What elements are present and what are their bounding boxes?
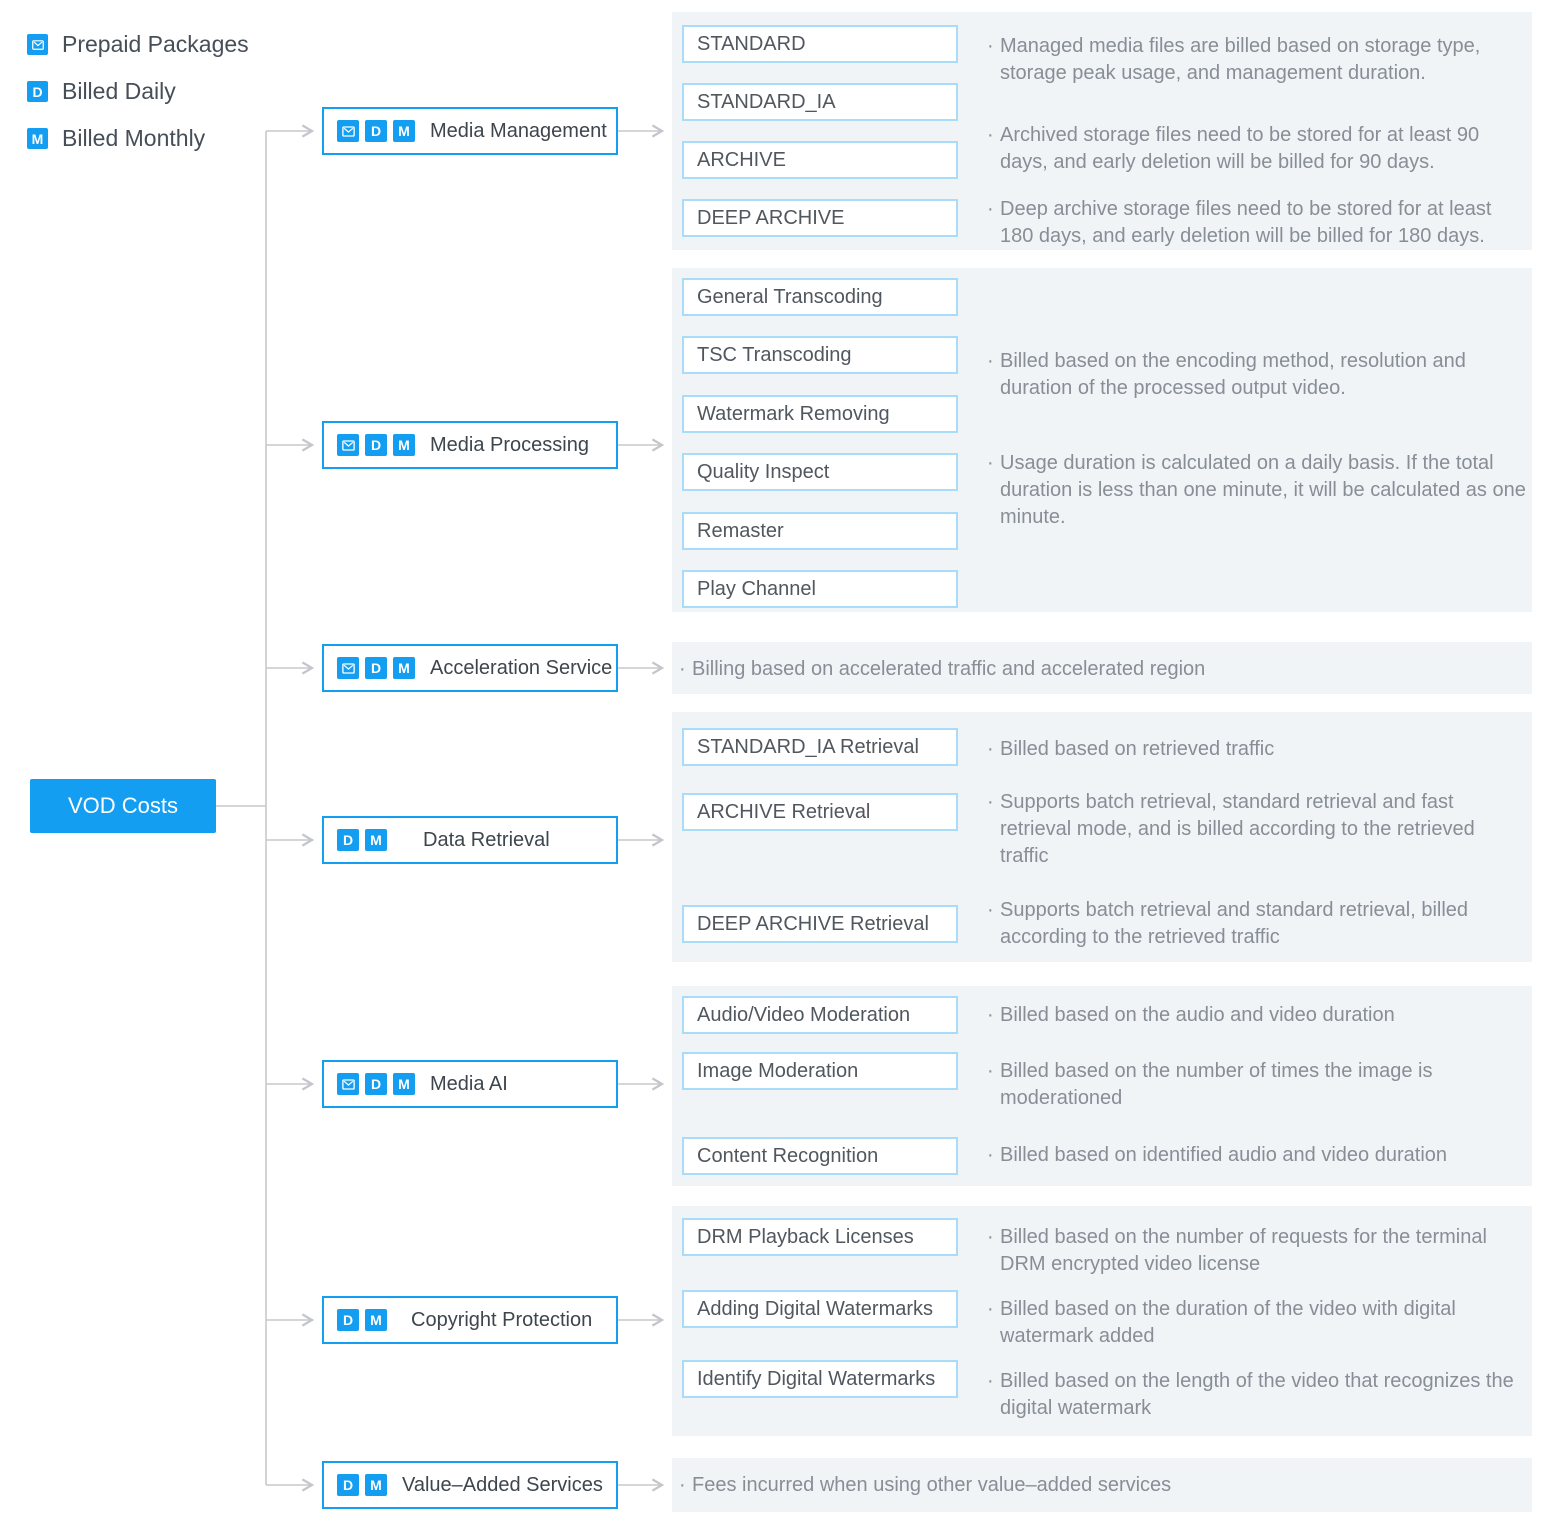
note: · Billed based on the length of the video that recognizes the digital watermark (1000, 1368, 1528, 1422)
item-box: ARCHIVE Retrieval (682, 793, 958, 831)
legend-label: Prepaid Packages (62, 31, 249, 57)
branch-node-acceleration-service (322, 644, 618, 692)
branch-node-media-management (322, 107, 618, 155)
item-box: STANDARD (682, 25, 958, 63)
note: · Billed based on the number of requests for the terminal DRM encrypted video license (1000, 1224, 1528, 1278)
note: · Usage duration is calculated on a daily basis. If the total duration is less than one minute, it will be calculated as one minute. (1000, 450, 1528, 531)
branch-node-copyright-protection (322, 1296, 618, 1344)
note: · Billed based on the encoding method, resolution and duration of the processed output video. (1000, 348, 1528, 402)
item-box: Audio/Video Moderation (682, 996, 958, 1034)
note: · Archived storage files need to be stored for at least 90 days, and early deletion will be billed for 90 days. (1000, 122, 1528, 176)
item-box: Watermark Removing (682, 395, 958, 433)
daily-badge-icon: D (365, 657, 387, 679)
prepaid-package-icon (337, 657, 359, 679)
monthly-badge-icon: M (393, 120, 415, 142)
prepaid-package-icon (337, 434, 359, 456)
legend-label: Billed Monthly (62, 125, 206, 151)
item-box: Adding Digital Watermarks (682, 1290, 958, 1328)
note: · Billed based on retrieved traffic (1000, 736, 1528, 763)
root-node-vod-costs (30, 779, 216, 833)
daily-badge-icon: D (27, 81, 48, 102)
item-box: STANDARD_IA Retrieval (682, 728, 958, 766)
branch-node-label: Media AI (430, 1072, 508, 1095)
prepaid-package-icon (337, 1073, 359, 1095)
legend-item-daily (27, 78, 176, 105)
daily-badge-icon: D (337, 1309, 359, 1331)
daily-badge-icon: D (365, 1073, 387, 1095)
note: · Billed based on the duration of the video with digital watermark added (1000, 1296, 1528, 1350)
monthly-badge-icon: M (393, 657, 415, 679)
item-box: DRM Playback Licenses (682, 1218, 958, 1256)
item-box: ARCHIVE (682, 141, 958, 179)
item-box: STANDARD_IA (682, 83, 958, 121)
note: · Fees incurred when using other value–added services (692, 1472, 1502, 1499)
note: · Billing based on accelerated traffic and accelerated region (692, 656, 1502, 683)
item-box: Quality Inspect (682, 453, 958, 491)
daily-badge-icon: D (337, 1474, 359, 1496)
note: · Billed based on the number of times the image is moderationed (1000, 1058, 1528, 1112)
item-box: Play Channel (682, 570, 958, 608)
item-box: Content Recognition (682, 1137, 958, 1175)
branch-node-label: Media Management (430, 119, 607, 142)
monthly-badge-icon: M (365, 1474, 387, 1496)
item-box: DEEP ARCHIVE Retrieval (682, 905, 958, 943)
item-box: General Transcoding (682, 278, 958, 316)
item-box: TSC Transcoding (682, 336, 958, 374)
monthly-badge-icon: M (27, 128, 48, 149)
item-box: Image Moderation (682, 1052, 958, 1090)
branch-node-label: Media Processing (430, 433, 589, 456)
item-box: DEEP ARCHIVE (682, 199, 958, 237)
branch-node-label: Value–Added Services (402, 1473, 603, 1496)
daily-badge-icon: D (365, 120, 387, 142)
note: · Managed media files are billed based on storage type, storage peak usage, and management duration. (1000, 33, 1528, 87)
prepaid-package-icon (337, 120, 359, 142)
branch-node-data-retrieval (322, 816, 618, 864)
note: · Deep archive storage files need to be stored for at least 180 days, and early deletion will be billed for 180 days. (1000, 196, 1528, 250)
daily-badge-icon: D (337, 829, 359, 851)
item-box: Remaster (682, 512, 958, 550)
branch-node-label: Data Retrieval (423, 828, 550, 851)
branch-node-media-processing (322, 421, 618, 469)
monthly-badge-icon: M (365, 1309, 387, 1331)
note: · Billed based on the audio and video duration (1000, 1002, 1528, 1029)
branch-node-media-ai (322, 1060, 618, 1108)
daily-badge-icon: D (365, 434, 387, 456)
note: · Billed based on identified audio and video duration (1000, 1142, 1528, 1169)
legend-label: Billed Daily (62, 78, 176, 104)
note: · Supports batch retrieval and standard retrieval, billed according to the retrieved traffic (1000, 897, 1528, 951)
legend-item-prepaid (27, 31, 249, 58)
branch-node-label: Acceleration Service (430, 656, 613, 679)
branch-node-label: Copyright Protection (411, 1308, 593, 1331)
monthly-badge-icon: M (393, 1073, 415, 1095)
panel-media-processing (672, 268, 1532, 612)
root-node-label: VOD Costs (67, 793, 179, 818)
prepaid-package-icon (27, 34, 48, 55)
note: · Supports batch retrieval, standard retrieval and fast retrieval mode, and is billed according to the retrieved traffic (1000, 789, 1528, 870)
monthly-badge-icon: M (393, 434, 415, 456)
monthly-badge-icon: M (365, 829, 387, 851)
legend-item-monthly (27, 125, 205, 152)
item-box: Identify Digital Watermarks (682, 1360, 958, 1398)
branch-node-value-added-services (322, 1461, 618, 1509)
